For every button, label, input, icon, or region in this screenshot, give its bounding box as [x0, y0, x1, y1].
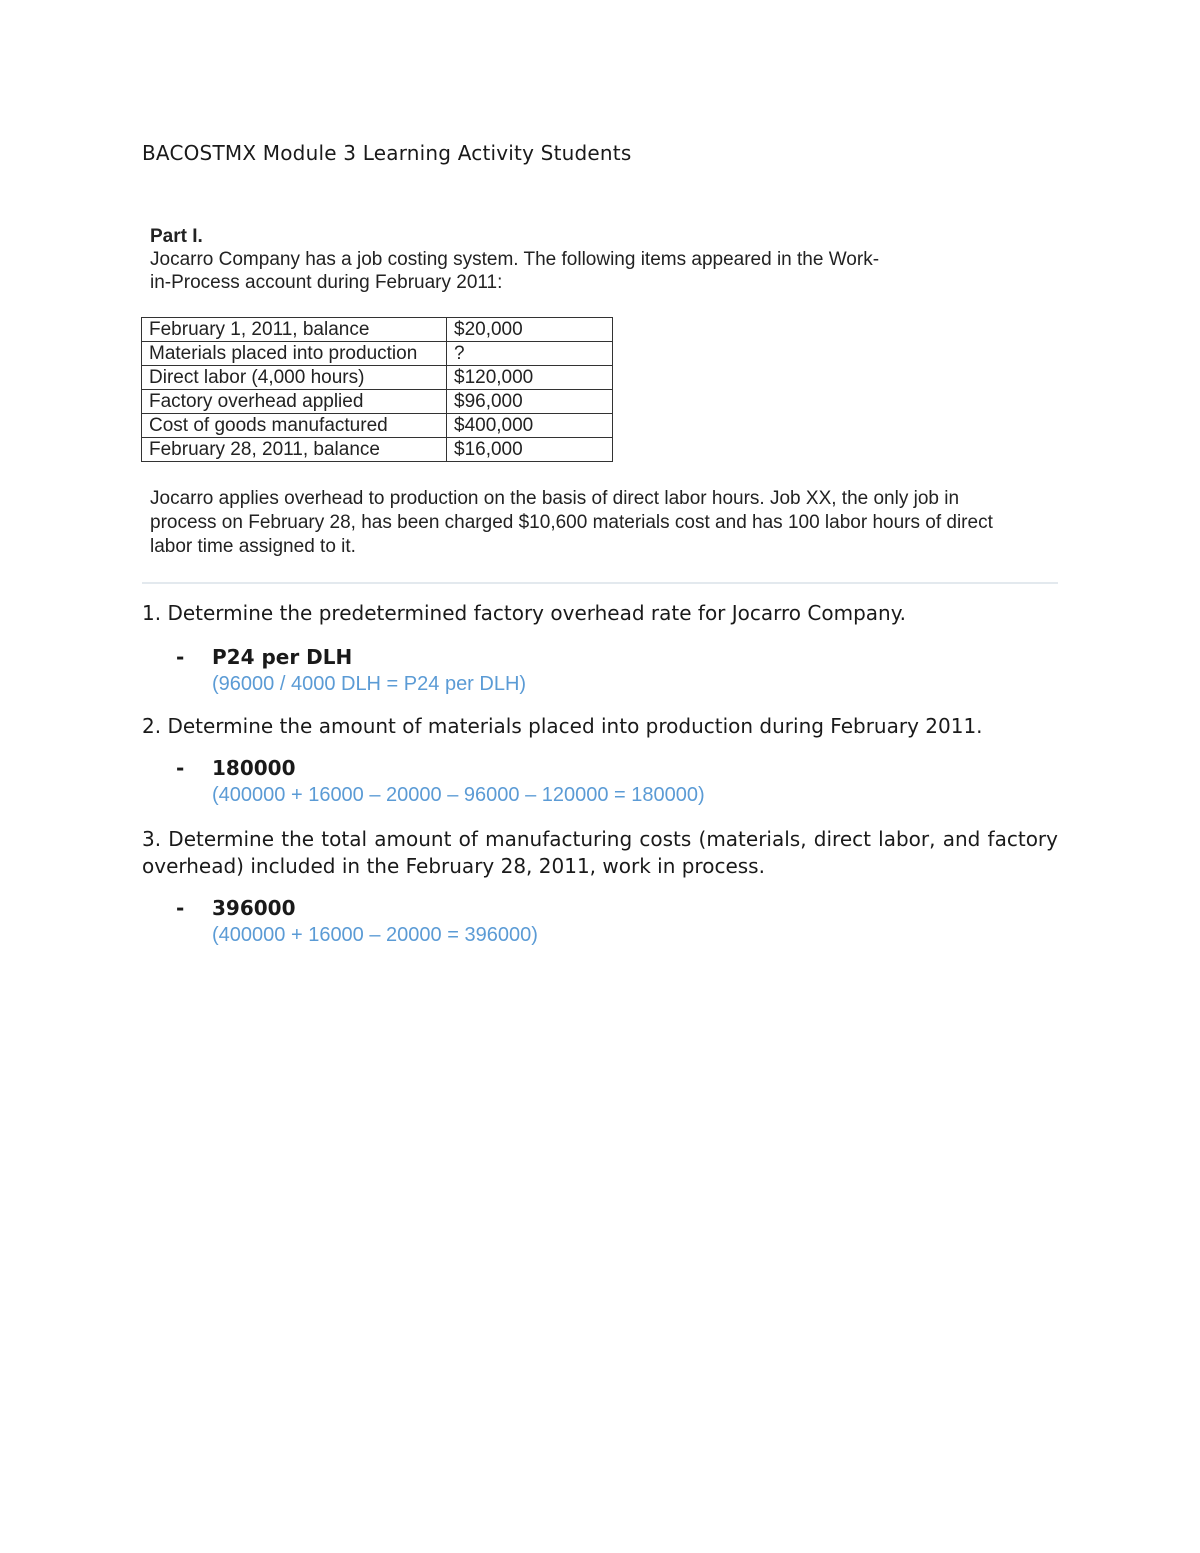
table-cell-label: February 28, 2011, balance	[142, 438, 447, 462]
bullet-dash: -	[176, 896, 185, 920]
question-2: 2. Determine the amount of materials placed into production during February 2011.	[142, 714, 983, 738]
answer-computation: (400000 + 16000 – 20000 – 96000 – 120000 = 180000)	[212, 784, 705, 806]
problem-image	[149, 225, 1030, 557]
part-note: Jocarro applies overhead to production on the basis of direct labor hours. Job XX, the only job in process on February 28, has been charged $10,600 materials cost and has 100 labor hours of direct labor time assigned to it.	[150, 488, 993, 557]
document-title: BACOSTMX Module 3 Learning Activity Students	[142, 141, 632, 165]
table-cell-label: Factory overhead applied	[142, 390, 447, 414]
table-row	[142, 390, 613, 414]
answer-computation: (400000 + 16000 – 20000 = 396000)	[212, 924, 538, 946]
section-divider	[142, 582, 1058, 584]
table-cell-amount: $400,000	[447, 414, 613, 438]
answer-value: 396000	[212, 896, 296, 920]
answer-value: 180000	[212, 756, 296, 780]
part-intro: Jocarro Company has a job costing system. The following items appeared in the Work-in-Process account during February 2011:	[150, 249, 880, 293]
table-cell-amount: $96,000	[447, 390, 613, 414]
part-title: Part I.	[150, 226, 203, 247]
answer-1	[176, 644, 1056, 698]
table-row	[142, 438, 613, 462]
table-cell-amount: ?	[447, 342, 613, 366]
table-cell-label: Cost of goods manufactured	[142, 414, 447, 438]
table-cell-label: February 1, 2011, balance	[142, 318, 447, 342]
answer-2	[176, 755, 1056, 809]
question-1: 1. Determine the predetermined factory overhead rate for Jocarro Company.	[142, 601, 907, 625]
table-cell-label: Direct labor (4,000 hours)	[142, 366, 447, 390]
table-row	[142, 318, 613, 342]
table-cell-amount: $20,000	[447, 318, 613, 342]
table-cell-amount: $120,000	[447, 366, 613, 390]
table-cell-label: Materials placed into production	[142, 342, 447, 366]
table-row	[142, 366, 613, 390]
table-cell-amount: $16,000	[447, 438, 613, 462]
bullet-dash: -	[176, 756, 185, 780]
table-row	[142, 414, 613, 438]
question-3: 3. Determine the total amount of manufacturing costs (materials, direct labor, and factory overhead) included in the February 28, 2011, work in process.	[142, 827, 1058, 878]
answer-3	[176, 895, 1056, 949]
bullet-dash: -	[176, 645, 185, 669]
answer-value: P24 per DLH	[212, 645, 353, 669]
wip-account-table	[141, 317, 613, 462]
table-row	[142, 342, 613, 366]
answer-computation: (96000 / 4000 DLH = P24 per DLH)	[212, 673, 527, 695]
